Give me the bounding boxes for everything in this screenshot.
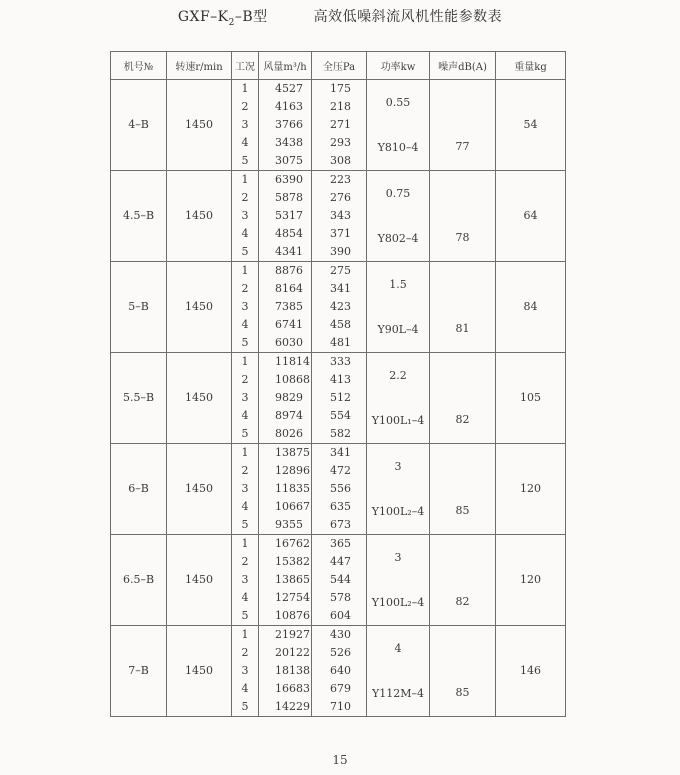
airflow-cell: 9829 <box>259 389 312 407</box>
airflow-cell: 10876 <box>259 607 312 626</box>
header-cell: 风量m³/h <box>259 52 312 80</box>
speed-cell: 1450 <box>167 80 232 171</box>
power-cell <box>367 80 430 171</box>
airflow-cell: 12754 <box>259 589 312 607</box>
pressure-cell: 423 <box>312 298 367 316</box>
model-code: GXF–$K_2-B$型 <box>177 9 268 28</box>
table-row <box>111 353 566 372</box>
condition-cell: 4 <box>232 225 259 243</box>
condition-cell: 1 <box>232 262 259 281</box>
page-title <box>0 6 680 28</box>
airflow-cell: 8876 <box>259 262 312 281</box>
condition-cell: 4 <box>232 134 259 152</box>
noise-cell <box>430 262 496 353</box>
header-row <box>111 52 566 80</box>
header-cell: 转速r/min <box>167 52 232 80</box>
motor-model: Y90L–4 <box>377 322 419 336</box>
pressure-cell: 710 <box>312 698 367 717</box>
pressure-cell: 333 <box>312 353 367 372</box>
pressure-cell: 343 <box>312 207 367 225</box>
table-row <box>111 262 566 281</box>
pressure-cell: 604 <box>312 607 367 626</box>
power-cell <box>367 626 430 717</box>
pressure-cell: 275 <box>312 262 367 281</box>
condition-cell: 3 <box>232 662 259 680</box>
airflow-cell: 16683 <box>259 680 312 698</box>
motor-model: Y112M–4 <box>371 686 425 700</box>
airflow-cell: 10667 <box>259 498 312 516</box>
table-body <box>111 80 566 717</box>
airflow-cell: 11835 <box>259 480 312 498</box>
speed-cell: 1450 <box>167 535 232 626</box>
power-value: 0.55 <box>385 95 411 109</box>
condition-cell: 1 <box>232 171 259 190</box>
pressure-cell: 175 <box>312 80 367 99</box>
header-cell: 噪声dB(A) <box>430 52 496 80</box>
airflow-cell: 8026 <box>259 425 312 444</box>
condition-cell: 3 <box>232 571 259 589</box>
table-row <box>111 535 566 554</box>
power-cell <box>367 262 430 353</box>
condition-cell: 2 <box>232 189 259 207</box>
condition-cell: 5 <box>232 698 259 717</box>
condition-cell: 3 <box>232 298 259 316</box>
condition-cell: 5 <box>232 607 259 626</box>
pressure-cell: 341 <box>312 280 367 298</box>
power-value: 3 <box>394 550 402 564</box>
condition-cell: 1 <box>232 444 259 463</box>
condition-cell: 5 <box>232 516 259 535</box>
pressure-cell: 582 <box>312 425 367 444</box>
pressure-cell: 544 <box>312 571 367 589</box>
table-row <box>111 626 566 645</box>
pressure-cell: 673 <box>312 516 367 535</box>
pressure-cell: 223 <box>312 171 367 190</box>
condition-cell: 2 <box>232 371 259 389</box>
pressure-cell: 365 <box>312 535 367 554</box>
condition-cell: 4 <box>232 680 259 698</box>
airflow-cell: 8974 <box>259 407 312 425</box>
pressure-cell: 556 <box>312 480 367 498</box>
noise-value: 82 <box>455 413 470 426</box>
noise-value: 82 <box>455 595 470 608</box>
pressure-cell: 635 <box>312 498 367 516</box>
pressure-cell: 308 <box>312 152 367 171</box>
airflow-cell: 3438 <box>259 134 312 152</box>
weight-cell: 84 <box>496 262 566 353</box>
header-cell: 全压Pa <box>312 52 367 80</box>
performance-table <box>110 51 566 717</box>
airflow-cell: 4527 <box>259 80 312 99</box>
table-row <box>111 80 566 99</box>
condition-cell: 2 <box>232 553 259 571</box>
noise-cell <box>430 626 496 717</box>
speed-cell: 1450 <box>167 444 232 535</box>
weight-cell: 54 <box>496 80 566 171</box>
airflow-cell: 8164 <box>259 280 312 298</box>
power-cell <box>367 171 430 262</box>
airflow-cell: 14229 <box>259 698 312 717</box>
airflow-cell: 6741 <box>259 316 312 334</box>
noise-value: 85 <box>455 504 470 517</box>
condition-cell: 3 <box>232 389 259 407</box>
motor-model: Y100L₂–4 <box>371 504 425 518</box>
motor-model: Y100L₂–4 <box>371 595 425 609</box>
pressure-cell: 371 <box>312 225 367 243</box>
noise-cell <box>430 535 496 626</box>
speed-cell: 1450 <box>167 171 232 262</box>
power-value: 1.5 <box>389 277 407 291</box>
header-cell: 机号№ <box>111 52 167 80</box>
condition-cell: 1 <box>232 626 259 645</box>
table-row <box>111 171 566 190</box>
noise-cell <box>430 444 496 535</box>
airflow-cell: 6030 <box>259 334 312 353</box>
noise-cell <box>430 171 496 262</box>
pressure-cell: 679 <box>312 680 367 698</box>
pressure-cell: 512 <box>312 389 367 407</box>
power-cell <box>367 444 430 535</box>
condition-cell: 3 <box>232 207 259 225</box>
noise-value: 78 <box>455 231 470 244</box>
condition-cell: 1 <box>232 80 259 99</box>
condition-cell: 2 <box>232 280 259 298</box>
condition-cell: 1 <box>232 353 259 372</box>
condition-cell: 4 <box>232 407 259 425</box>
condition-cell: 4 <box>232 316 259 334</box>
header-cell: 重量kg <box>496 52 566 80</box>
pressure-cell: 578 <box>312 589 367 607</box>
airflow-cell: 4854 <box>259 225 312 243</box>
airflow-cell: 6390 <box>259 171 312 190</box>
power-value: 4 <box>394 641 402 655</box>
pressure-cell: 458 <box>312 316 367 334</box>
airflow-cell: 15382 <box>259 553 312 571</box>
noise-value: 77 <box>455 140 470 153</box>
condition-cell: 5 <box>232 425 259 444</box>
airflow-cell: 5317 <box>259 207 312 225</box>
fan-number-cell: 7–B <box>111 626 167 717</box>
fan-number-cell: 6–B <box>111 444 167 535</box>
condition-cell: 1 <box>232 535 259 554</box>
condition-cell: 2 <box>232 462 259 480</box>
fan-number-cell: 6.5–B <box>111 535 167 626</box>
pressure-cell: 218 <box>312 98 367 116</box>
pressure-cell: 271 <box>312 116 367 134</box>
page-number: 15 <box>332 753 348 767</box>
pressure-cell: 341 <box>312 444 367 463</box>
fan-number-cell: 5–B <box>111 262 167 353</box>
power-value: 2.2 <box>389 368 407 382</box>
condition-cell: 4 <box>232 498 259 516</box>
motor-model: Y802–4 <box>377 231 419 245</box>
pressure-cell: 276 <box>312 189 367 207</box>
pressure-cell: 554 <box>312 407 367 425</box>
table-title: 高效低噪斜流风机性能参数表 <box>313 9 503 25</box>
condition-cell: 2 <box>232 98 259 116</box>
noise-value: 85 <box>455 686 470 699</box>
condition-cell: 3 <box>232 116 259 134</box>
pressure-cell: 430 <box>312 626 367 645</box>
airflow-cell: 18138 <box>259 662 312 680</box>
weight-cell: 64 <box>496 171 566 262</box>
table-row <box>111 444 566 463</box>
pressure-cell: 526 <box>312 644 367 662</box>
speed-cell: 1450 <box>167 353 232 444</box>
condition-cell: 2 <box>232 644 259 662</box>
airflow-cell: 4341 <box>259 243 312 262</box>
weight-cell: 146 <box>496 626 566 717</box>
airflow-cell: 21927 <box>259 626 312 645</box>
condition-cell: 5 <box>232 334 259 353</box>
condition-cell: 5 <box>232 243 259 262</box>
fan-number-cell: 4.5–B <box>111 171 167 262</box>
airflow-cell: 16762 <box>259 535 312 554</box>
noise-cell <box>430 353 496 444</box>
airflow-cell: 9355 <box>259 516 312 535</box>
pressure-cell: 472 <box>312 462 367 480</box>
power-value: 3 <box>394 459 402 473</box>
power-cell <box>367 353 430 444</box>
power-cell <box>367 535 430 626</box>
speed-cell: 1450 <box>167 626 232 717</box>
speed-cell: 1450 <box>167 262 232 353</box>
airflow-cell: 3075 <box>259 152 312 171</box>
airflow-cell: 3766 <box>259 116 312 134</box>
fan-number-cell: 4–B <box>111 80 167 171</box>
pressure-cell: 640 <box>312 662 367 680</box>
fan-number-cell: 5.5–B <box>111 353 167 444</box>
airflow-cell: 10868 <box>259 371 312 389</box>
motor-model: Y810–4 <box>377 140 419 154</box>
noise-cell <box>430 80 496 171</box>
airflow-cell: 20122 <box>259 644 312 662</box>
pressure-cell: 447 <box>312 553 367 571</box>
airflow-cell: 13865 <box>259 571 312 589</box>
pressure-cell: 390 <box>312 243 367 262</box>
noise-value: 81 <box>455 322 470 335</box>
weight-cell: 120 <box>496 535 566 626</box>
airflow-cell: 13875 <box>259 444 312 463</box>
weight-cell: 120 <box>496 444 566 535</box>
weight-cell: 105 <box>496 353 566 444</box>
condition-cell: 5 <box>232 152 259 171</box>
airflow-cell: 7385 <box>259 298 312 316</box>
airflow-cell: 11814 <box>259 353 312 372</box>
power-value: 0.75 <box>385 186 411 200</box>
pressure-cell: 413 <box>312 371 367 389</box>
airflow-cell: 4163 <box>259 98 312 116</box>
header-cell: 功率kw <box>367 52 430 80</box>
airflow-cell: 12896 <box>259 462 312 480</box>
airflow-cell: 5878 <box>259 189 312 207</box>
condition-cell: 4 <box>232 589 259 607</box>
pressure-cell: 293 <box>312 134 367 152</box>
header-cell: 工况 <box>232 52 259 80</box>
condition-cell: 3 <box>232 480 259 498</box>
pressure-cell: 481 <box>312 334 367 353</box>
motor-model: Y100L₁–4 <box>371 413 425 427</box>
